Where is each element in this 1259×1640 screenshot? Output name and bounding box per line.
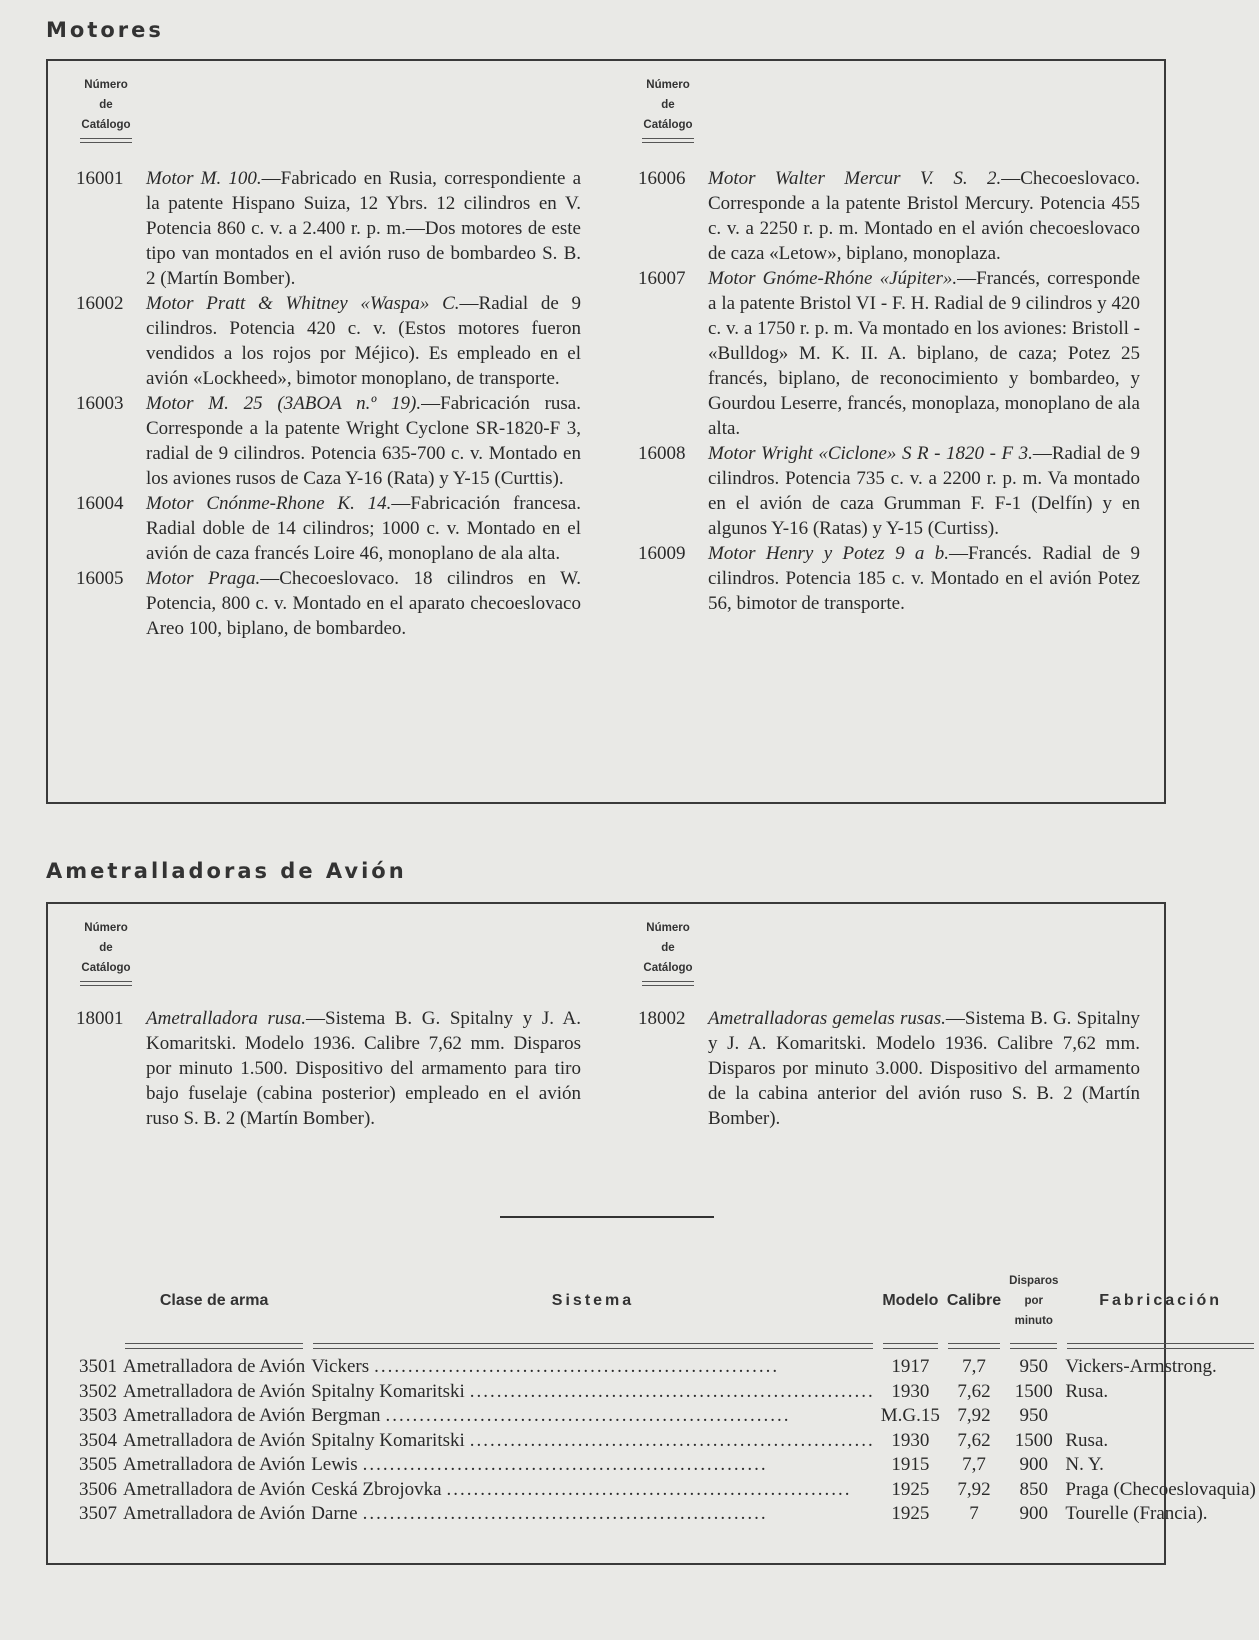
weapons-table <box>76 1265 1259 1527</box>
cell-sistema <box>308 1355 878 1380</box>
dot-leader: ............................................................ <box>362 1503 768 1525</box>
cell-fabricacion: Rusa. <box>1065 1429 1109 1451</box>
cell-calibre: 7,62 <box>957 1429 991 1451</box>
cell-sistema <box>308 1478 878 1503</box>
cell-number: 3504 <box>79 1429 117 1451</box>
catalog-number: 16001 <box>76 168 124 189</box>
section-divider <box>500 1216 714 1218</box>
catalog-entry <box>638 1006 1140 1131</box>
motores-box <box>46 59 1166 804</box>
cell-calibre: 7,92 <box>957 1478 991 1500</box>
catalog-number: 18002 <box>638 1008 686 1029</box>
item-name: Motor Gnóme-Rhóne «Júpiter». <box>708 268 958 289</box>
item-name: Motor Henry y Potez 9 a b. <box>708 543 950 564</box>
entry-description <box>146 291 581 391</box>
cell-disparos: 1500 <box>1014 1429 1053 1451</box>
dot-leader: ............................................................ <box>446 1478 852 1500</box>
table-row <box>76 1453 1259 1478</box>
catalog-number: 16004 <box>76 493 124 514</box>
catalog-entry <box>76 291 581 391</box>
dot-leader: ............................................................ <box>362 1454 768 1476</box>
entry-description <box>708 441 1140 541</box>
item-details: —Fabricado en Rusia, correspondiente a la patente Hispano Suiza, 12 Ybrs. 12 cilindros en V. Potencia 860 c. v. a 2.400 r. p. m.—Dos motores de este tipo van montados en el avión ruso de bombardeo S. B. 2 (Martín Bomber). <box>146 168 581 289</box>
catalog-number-header: Número de Catálogo <box>76 75 136 143</box>
sistema-text: Bergman <box>311 1405 381 1427</box>
table-row <box>76 1404 1259 1429</box>
motores-right-column <box>638 166 1140 616</box>
cell-modelo: 1925 <box>891 1478 930 1500</box>
header-calibre: Calibre <box>946 1292 1002 1309</box>
cell-disparos: 950 <box>1019 1405 1049 1427</box>
entry-description <box>708 541 1140 616</box>
cell-sistema <box>308 1404 878 1429</box>
cell-disparos: 850 <box>1019 1478 1049 1500</box>
catalog-number-header: Número de Catálogo <box>638 918 698 986</box>
item-name: Ametralladora rusa. <box>146 1008 307 1029</box>
cell-modelo: M.G.15 <box>880 1405 940 1427</box>
motores-left-column <box>76 166 581 641</box>
cell-number: 3505 <box>79 1454 117 1476</box>
catalog-entry <box>76 1006 581 1131</box>
item-details: —Fabricación francesa. Radial doble de 14 cilindros; 1000 c. v. Montado en el avión de caza francés Loire 46, monoplano de ala alta. <box>146 493 581 564</box>
catalog-number: 16002 <box>76 293 124 314</box>
sistema-text: Spitalny Komaritski <box>311 1380 465 1402</box>
catalog-number: 16006 <box>638 168 686 189</box>
cell-fabricacion: Rusa. <box>1065 1380 1109 1402</box>
entry-description <box>708 1006 1140 1131</box>
item-name: Motor Cnónme-Rhone K. 14. <box>146 493 392 514</box>
item-name: Ametralladoras gemelas rusas. <box>708 1008 946 1029</box>
table-header-row <box>76 1265 1259 1337</box>
catalog-number: 16009 <box>638 543 686 564</box>
cell-clase: Ametralladora de Avión <box>123 1429 306 1451</box>
cell-calibre: 7,92 <box>957 1405 991 1427</box>
catalog-entry <box>76 166 581 291</box>
header-sistema: Sistema <box>551 1292 635 1309</box>
catalog-entry <box>638 266 1140 441</box>
cell-clase: Ametralladora de Avión <box>123 1380 306 1402</box>
section-title-motores: Motores <box>46 18 164 42</box>
entry-description <box>146 391 581 491</box>
item-details: —Francés. Radial de 9 cilindros. Potencia 185 c. v. Montado en el avión Potez 56, bimotor de transporte. <box>708 543 1140 614</box>
cell-sistema <box>308 1453 878 1478</box>
cell-number: 3506 <box>79 1478 117 1500</box>
cell-fabricacion: Tourelle (Francia). <box>1065 1503 1208 1525</box>
item-name: Motor Walter Mercur V. S. 2. <box>708 168 1002 189</box>
cell-calibre: 7,7 <box>962 1454 986 1476</box>
catalog-number-header: Número de Catálogo <box>638 75 698 143</box>
sistema-text: Ceská Zbrojovka <box>311 1478 442 1500</box>
cell-clase: Ametralladora de Avión <box>123 1454 306 1476</box>
catalog-entry <box>638 541 1140 616</box>
sistema-text: Darne <box>311 1503 358 1525</box>
dot-leader: ............................................................ <box>385 1405 791 1427</box>
item-details: —Francés, corresponde a la patente Bristol VI - F. H. Radial de 9 cilindros y 420 c. v. a 1750 r. p. m. Va montado en los aviones: Bristoll - «Bulldog» M. K. II. A. biplano, de caza; Potez 25 francés, biplano, de reconocimiento y bombardeo, y Gourdou Leserre, francés, monoplaza, monoplano de ala alta. <box>708 268 1141 439</box>
header-rules <box>76 1337 1259 1355</box>
table-row <box>76 1429 1259 1454</box>
ametralladoras-right-column <box>638 1006 1140 1131</box>
cell-disparos: 950 <box>1019 1356 1049 1378</box>
sistema-text: Lewis <box>311 1454 358 1476</box>
dot-leader: ............................................................ <box>374 1356 780 1378</box>
cell-sistema <box>308 1502 878 1527</box>
catalog-number: 16007 <box>638 268 686 289</box>
entry-description <box>708 166 1140 266</box>
table-row <box>76 1478 1259 1503</box>
cell-disparos: 900 <box>1019 1503 1049 1525</box>
cell-clase: Ametralladora de Avión <box>123 1356 306 1378</box>
cell-number: 3502 <box>79 1380 117 1402</box>
header-fabricacion: Fabricación <box>1099 1292 1223 1309</box>
cell-calibre: 7,7 <box>962 1356 986 1378</box>
cell-modelo: 1925 <box>891 1503 930 1525</box>
cell-number: 3503 <box>79 1405 117 1427</box>
section-title-ametralladoras: Ametralladoras de Avión <box>46 859 407 883</box>
item-details: —Checoeslovaco. 18 cilindros en W. Potencia, 800 c. v. Montado en el aparato checoeslovaco Areo 100, biplano, de bombardeo. <box>146 568 582 639</box>
catalog-entry <box>638 441 1140 541</box>
cell-modelo: 1930 <box>891 1380 930 1402</box>
catalog-number: 16003 <box>76 393 124 414</box>
item-name: Motor Wright «Ciclone» S R - 1820 - F 3. <box>708 443 1033 464</box>
sistema-text: Spitalny Komaritski <box>311 1429 465 1451</box>
catalog-number: 18001 <box>76 1008 124 1029</box>
catalog-number: 16008 <box>638 443 686 464</box>
item-details: —Radial de 9 cilindros. Potencia 735 c. v. a 2200 r. p. m. Va montado en el avión de caza Grumman F. F-1 (Delfín) y en algunos Y-16 (Ratas) y Y-15 (Curtiss). <box>708 443 1140 539</box>
cell-number: 3501 <box>79 1356 117 1378</box>
cell-disparos: 1500 <box>1014 1380 1053 1402</box>
cell-fabricacion: Vickers-Armstrong. <box>1065 1356 1217 1378</box>
cell-calibre: 7 <box>969 1503 979 1525</box>
entry-description <box>146 166 581 291</box>
catalog-entry <box>76 491 581 566</box>
item-details: —Sistema B. G. Spitalny y J. A. Komaritski. Modelo 1936. Calibre 7,62 mm. Disparos por minuto 1.500. Dispositivo del armamento para tiro bajo fuselaje (cabina posterior) empleado en el avión ruso S. B. 2 (Martín Bomber). <box>146 1008 581 1129</box>
entry-description <box>146 491 581 566</box>
table-row <box>76 1502 1259 1527</box>
catalog-entry <box>638 166 1140 266</box>
cell-clase: Ametralladora de Avión <box>123 1503 306 1525</box>
dot-leader: ............................................................ <box>469 1429 875 1451</box>
cell-sistema <box>308 1380 878 1405</box>
header-clase: Clase de arma <box>159 1292 269 1309</box>
item-details: —Radial de 9 cilindros. Potencia 420 c. v. (Estos motores fueron vendidos a los rojos por Méjico). Es empleado en el avión «Lockheed», bimotor monoplano, de transporte. <box>146 293 581 389</box>
entry-description <box>146 566 581 641</box>
cell-clase: Ametralladora de Avión <box>123 1405 306 1427</box>
cell-fabricacion: Praga (Checoeslovaquia) <box>1065 1478 1256 1500</box>
cell-clase: Ametralladora de Avión <box>123 1478 306 1500</box>
item-name: Motor Praga. <box>146 568 261 589</box>
cell-modelo: 1917 <box>891 1356 930 1378</box>
cell-number: 3507 <box>79 1503 117 1525</box>
catalog-number: 16005 <box>76 568 124 589</box>
header-modelo: Modelo <box>882 1292 939 1309</box>
item-details: —Sistema B. G. Spitalny y J. A. Komaritski. Modelo 1936. Calibre 7,62 mm. Disparos por minuto 3.000. Dispositivo del armamento de la cabina anterior del avión ruso S. B. 2 (Martín Bomber). <box>708 1008 1140 1129</box>
entry-description <box>146 1006 581 1131</box>
cell-fabricacion <box>1062 1404 1258 1429</box>
item-name: Motor M. 100. <box>146 168 262 189</box>
catalog-entry <box>76 391 581 491</box>
catalog-entry <box>76 566 581 641</box>
cell-calibre: 7,62 <box>957 1380 991 1402</box>
item-name: Motor Pratt & Whitney «Waspa» C. <box>146 293 460 314</box>
item-name: Motor M. 25 (3ABOA n.º 19). <box>146 393 422 414</box>
item-details: —Checoeslovaco. Corresponde a la patente Bristol Mercury. Potencia 455 c. v. a 2250 r. p. m. Montado en el avión checoeslovaco de caza «Letow», biplano, monoplaza. <box>708 168 1140 264</box>
cell-fabricacion: N. Y. <box>1065 1454 1104 1476</box>
cell-modelo: 1930 <box>891 1429 930 1451</box>
ametralladoras-left-column <box>76 1006 581 1131</box>
entry-description <box>708 266 1140 441</box>
sistema-text: Vickers <box>311 1356 370 1378</box>
table-row <box>76 1380 1259 1405</box>
table-row <box>76 1355 1259 1380</box>
cell-sistema <box>308 1429 878 1454</box>
cell-disparos: 900 <box>1019 1454 1049 1476</box>
item-details: —Fabricación rusa. Corresponde a la patente Wright Cyclone SR-1820-F 3, radial de 9 cilindros. Potencia 635-700 c. v. Montado en los aviones rusos de Caza Y-16 (Rata) y Y-15 (Curttis). <box>146 393 581 489</box>
dot-leader: ............................................................ <box>469 1380 875 1402</box>
catalog-number-header: Número de Catálogo <box>76 918 136 986</box>
cell-modelo: 1915 <box>891 1454 930 1476</box>
header-disparos: Disparos por minuto <box>1009 1275 1059 1327</box>
